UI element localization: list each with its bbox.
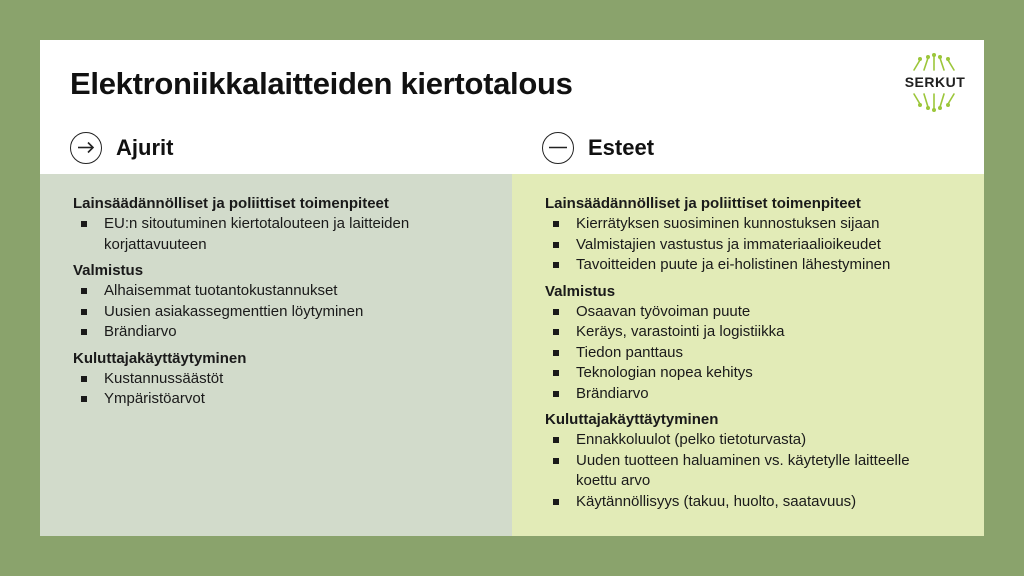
bullet-icon xyxy=(81,329,87,335)
list-item-text: Ympäristöarvot xyxy=(104,390,205,407)
bullet-icon xyxy=(81,376,87,382)
bullet-icon xyxy=(553,242,559,248)
bullet-icon xyxy=(81,396,87,402)
bullet-icon xyxy=(553,437,559,443)
list-item-text: Teknologian nopea kehitys xyxy=(576,364,753,381)
bullet-icon xyxy=(81,309,87,315)
bullet-icon xyxy=(553,350,559,356)
list-item xyxy=(73,281,484,302)
section-consumer-behaviour xyxy=(545,410,984,512)
list-item-text: EU:n sitoutuminen kiertotalouteen ja laitteiden korjattavuuteen xyxy=(104,215,410,253)
list-item xyxy=(545,384,956,405)
serkut-logo xyxy=(900,52,970,114)
list-item-text: Ennakkoluulot (pelko tietoturvasta) xyxy=(576,431,807,448)
drivers-panel xyxy=(40,174,512,536)
bullet-icon xyxy=(553,499,559,505)
list-item-text: Tiedon panttaus xyxy=(576,343,684,361)
slide-title: Elektroniikkalaitteiden kiertotalous xyxy=(70,66,573,101)
section-legislation xyxy=(545,194,984,276)
list-item xyxy=(545,343,956,364)
slide xyxy=(40,40,984,536)
section-title: Valmistus xyxy=(545,282,616,300)
section-legislation xyxy=(73,194,512,255)
arrow-right-circle-icon xyxy=(70,132,102,164)
list-item xyxy=(545,322,956,343)
list-item xyxy=(545,451,916,492)
list-item-text: Kierrätyksen suosiminen kunnostuksen sijaan xyxy=(576,215,880,232)
column-heading-label: Esteet xyxy=(588,135,655,160)
list-item-text: Uuden tuotteen haluaminen vs. käytetylle laitteelle koettu arvo xyxy=(576,451,910,489)
list-item xyxy=(545,302,956,323)
column-heading-drivers xyxy=(70,130,173,166)
list-item-text: Kustannussäästöt xyxy=(104,369,224,387)
list-item-text: Käytännöllisyys (takuu, huolto, saatavuus) xyxy=(576,492,857,510)
section-title: Lainsäädännölliset ja poliittiset toimenpiteet xyxy=(545,195,861,212)
list-item-text: Osaavan työvoiman puute xyxy=(576,302,751,320)
list-item xyxy=(545,255,956,276)
bullet-icon xyxy=(553,221,559,227)
list-item xyxy=(73,322,484,343)
list-item-text: Keräys, varastointi ja logistiikka xyxy=(576,323,785,340)
list-item-text: Valmistajien vastustus ja immateriaalioikeudet xyxy=(576,235,881,253)
list-item xyxy=(545,492,956,513)
section-title: Kuluttajakäyttäytyminen xyxy=(73,349,247,367)
list-item-text: Brändiarvo xyxy=(104,323,177,340)
bullet-icon xyxy=(553,262,559,268)
bullet-icon xyxy=(553,329,559,335)
bullet-icon xyxy=(81,221,87,227)
column-heading-barriers xyxy=(542,130,654,166)
bullet-icon xyxy=(553,370,559,376)
list-item xyxy=(545,235,956,256)
bullet-icon xyxy=(553,391,559,397)
column-heading-label: Ajurit xyxy=(116,135,174,160)
list-item xyxy=(545,363,956,384)
list-item-text: Brändiarvo xyxy=(576,384,649,402)
section-title: Valmistus xyxy=(73,262,144,279)
section-manufacturing xyxy=(545,282,984,405)
list-item xyxy=(545,214,956,235)
list-item xyxy=(73,214,484,255)
bullet-icon xyxy=(81,288,87,294)
barriers-panel xyxy=(512,174,984,536)
list-item-text: Uusien asiakassegmenttien löytyminen xyxy=(104,302,364,320)
list-item-text: Alhaisemmat tuotantokustannukset xyxy=(104,282,338,299)
list-item-text: Tavoitteiden puute ja ei-holistinen lähestyminen xyxy=(576,256,891,273)
minus-circle-icon xyxy=(542,132,574,164)
logo-text: SERKUT xyxy=(904,74,966,90)
bullet-icon xyxy=(553,458,559,464)
list-item xyxy=(73,302,484,323)
list-item xyxy=(545,430,956,451)
section-title: Kuluttajakäyttäytyminen xyxy=(545,411,719,428)
section-consumer-behaviour xyxy=(73,349,512,410)
section-title: Lainsäädännölliset ja poliittiset toimenpiteet xyxy=(73,195,389,212)
list-item xyxy=(73,369,484,390)
list-item xyxy=(73,389,484,410)
bullet-icon xyxy=(553,309,559,315)
section-manufacturing xyxy=(73,261,512,343)
